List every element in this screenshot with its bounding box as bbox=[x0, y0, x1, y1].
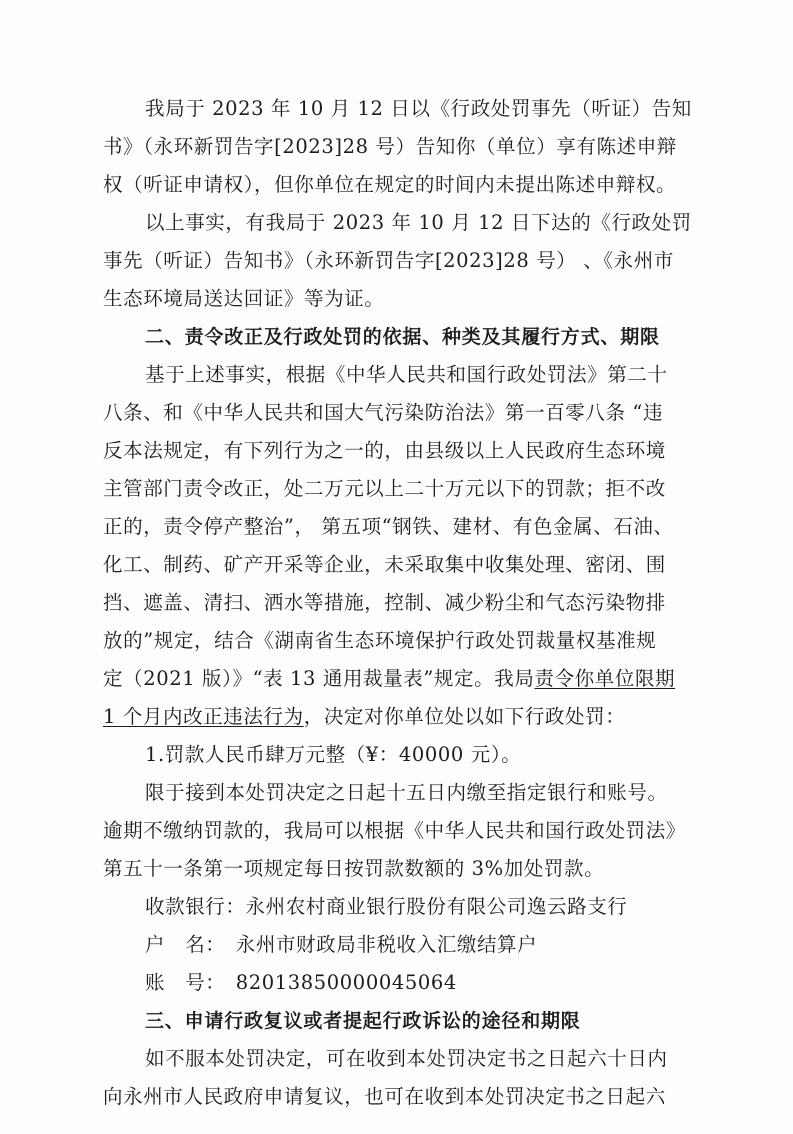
text-line: 我局于 2023 年 10 月 12 日以《行政处罚事先（听证）告知 bbox=[145, 97, 692, 120]
text-line: 生态环境局送达回证》等为证。 bbox=[103, 287, 385, 310]
text-line: 权（听证申请权），但你单位在规定的时间内未提出陈述申辩权。 bbox=[103, 173, 677, 196]
text-line: 限于接到本处罚决定之日起十五日内缴至指定银行和账号。 bbox=[145, 781, 668, 804]
text-line: 基于上述事实，根据《中华人民共和国行政处罚法》第二十 bbox=[145, 363, 668, 386]
account-holder: 户 名： 永州市财政局非税收入汇缴结算户 bbox=[145, 933, 538, 956]
text-line: 如不服本处罚决定，可在收到本处罚决定书之日起六十日内 bbox=[145, 1047, 668, 1070]
text-line: 化工、制药、矿产开采等企业，未采取集中收集处理、密闭、围 bbox=[103, 553, 666, 576]
text-line: 八条、和《中华人民共和国大气污染防治法》第一百零八条 “违 bbox=[103, 401, 664, 424]
text-line: 逾期不缴纳罚款的，我局可以根据《中华人民共和国行政处罚法》 bbox=[103, 819, 686, 842]
penalty-item: 1.罚款人民币肆万元整（¥：40000 元）。 bbox=[145, 743, 522, 766]
text-line: 定（2021 版）》“表 13 通用裁量表”规定。我局责令你单位限期 bbox=[103, 667, 676, 690]
text-line: 挡、遮盖、清扫、洒水等措施，控制、减少粉尘和气态污染物排 bbox=[103, 591, 666, 614]
text-line: 以上事实，有我局于 2023 年 10 月 12 日下达的《行政处罚 bbox=[145, 211, 692, 234]
underlined-text: 1 个月内改正违法行为 bbox=[103, 705, 304, 728]
text-line: 放的”规定，结合《湖南省生态环境保护行政处罚裁量权基准规 bbox=[103, 629, 657, 652]
section-heading: 三、申请行政复议或者提起行政诉讼的途径和期限 bbox=[145, 1010, 581, 1032]
text-line: 主管部门责令改正，处二万元以上二十万元以下的罚款；拒不改 bbox=[103, 477, 666, 500]
text-line: 第五十一条第一项规定每日按罚款数额的 3%加处罚款。 bbox=[103, 857, 605, 880]
section-heading: 二、责令改正及行政处罚的依据、种类及其履行方式、期限 bbox=[145, 326, 660, 348]
text-line: 1 个月内改正违法行为，决定对你单位处以如下行政处罚： bbox=[103, 705, 626, 728]
text-line: 反本法规定，有下列行为之一的，由县级以上人民政府生态环境 bbox=[103, 439, 666, 462]
account-number: 账 号： 82013850000045064 bbox=[145, 971, 457, 994]
bank-name: 收款银行：永州农村商业银行股份有限公司逸云路支行 bbox=[145, 895, 628, 918]
underlined-text: 责令你单位限期 bbox=[534, 667, 676, 690]
text-line: 事先（听证）告知书》（永环新罚告字[2023]28 号） 、《永州市 bbox=[103, 249, 674, 272]
text-line: 向永州市人民政府申请复议，也可在收到本处罚决定书之日起六 bbox=[103, 1085, 666, 1108]
text-line: 正的，责令停产整治”， 第五项“钢铁、建材、有色金属、石油、 bbox=[103, 515, 674, 538]
text-line: 书》（永环新罚告字[2023]28 号）告知你（单位）享有陈述申辩 bbox=[103, 135, 677, 158]
